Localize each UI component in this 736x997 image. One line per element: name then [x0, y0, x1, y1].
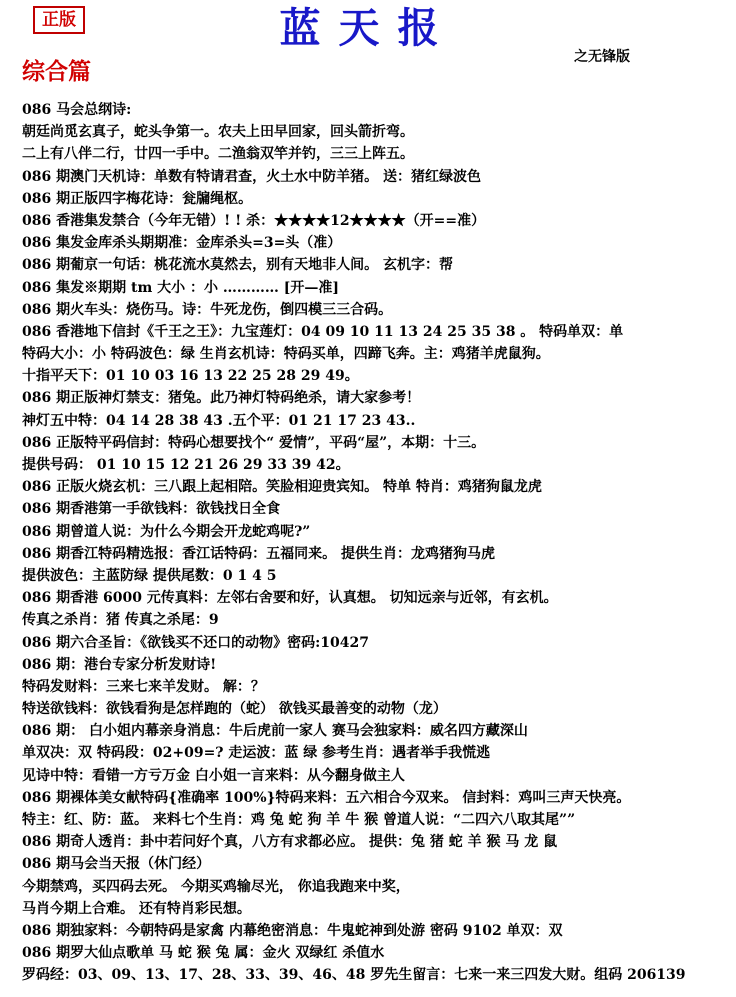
official-edition-badge: 正版: [33, 6, 85, 34]
text-line: 二上有八伴二行，廿四一手中。二渔翁双竿并钓，三三上阵五。: [22, 146, 414, 163]
content-lines: [22, 99, 732, 987]
text-line: 086 集发※期期 tm 大小 ：小 ………… [开—准]: [22, 279, 339, 296]
text-line: 086 正版火烧玄机：三八跟上起相陪。笑脸相迎贵宾知。 特单 特肖：鸡猪狗鼠龙虎: [22, 479, 542, 496]
text-line: 单双决：双 特码段：02+09=? 走运波：蓝 绿 参考生肖：遇者举手我慌逃: [22, 745, 491, 762]
text-line: 086 期罗大仙点歌单 马 蛇 猴 兔 属：金火 双绿红 杀值水: [22, 945, 385, 962]
text-line: 特送欲钱料：欲钱看狗是怎样跑的（蛇） 欲钱买最善变的动物（龙）: [22, 701, 447, 718]
text-line: 罗码经：03、09、13、17、28、33、39、46、48 罗先生留言：七来一来三四发大财。组码 206139: [22, 967, 686, 984]
text-line: 086 期六合圣旨：《欲钱买不还口的动物》密码:10427: [22, 634, 369, 651]
text-line: 086 期香港 6000 元传真料：左邻右舍要和好，认真想。 切知远亲与近邻，有玄机。: [22, 590, 558, 607]
text-line: 特码大小：小 特码波色：绿 生肖玄机诗：特码买单，四蹄飞奔。主：鸡猪羊虎鼠狗。: [22, 346, 550, 363]
text-line: 086 期正版四字梅花诗：瓮牖绳枢。: [22, 190, 253, 207]
text-line: 朝廷尚觅玄真子，蛇头争第一。农夫上田早回家，回头箭折弯。: [22, 124, 414, 141]
text-line: 特主：红、防：蓝。 来料七个生肖：鸡 兔 蛇 狗 羊 牛 猴 曾道人说：“二四六八取其尾””: [22, 812, 576, 828]
text-line: 086 期： 白小姐内幕亲身消息：牛后虎前一家人 赛马会独家料：威名四方藏深山: [22, 723, 528, 740]
text-line: 传真之杀肖：猪 传真之杀尾：9: [22, 612, 219, 629]
text-line: 086 期曾道人说：为什么今期会开龙蛇鸡呢?”: [22, 523, 311, 540]
text-line: 见诗中特：看错一方亏万金 白小姐一言来料：从今翻身做主人: [22, 767, 405, 784]
text-line: 提供号码： 01 10 15 12 21 26 29 33 39 42。: [22, 457, 350, 473]
text-line: 今期禁鸡，买四码去死。 今期买鸡输尽光， 你追我跑来中奖，: [22, 878, 410, 895]
text-line: 086 期香江特码精选报：香江话特码：五福同来。 提供生肖：龙鸡猪狗马虎: [22, 545, 495, 562]
text-line: 086 期马会当天报（休门经）: [22, 856, 211, 873]
text-line: 086 期奇人透肖：卦中若问好个真，八方有求都必应。 提供：兔 猪 蛇 羊 猴 马 龙 鼠: [22, 834, 558, 851]
text-line: 086 香港地下信封《千王之王》：九宝莲灯：04 09 10 11 13 24 25 35 38 。 特码单双：单: [22, 323, 624, 340]
text-line: 086 期独家料：今朝特码是家禽 内幕绝密消息：牛鬼蛇神到处游 密码 9102 单双：双: [22, 922, 563, 939]
text-line: 马肖今期上合难。 还有特肖彩民想。: [22, 900, 251, 917]
text-line: 神灯五中特：04 14 28 38 43 .五个平：01 21 17 23 43..: [22, 412, 416, 429]
section-heading: 综合篇: [22, 58, 91, 85]
text-line: 086 期正版神灯禁支：猪兔。此乃神灯特码绝杀，请大家参考！: [22, 390, 421, 407]
text-line: 提供波色：主蓝防绿 提供尾数：0 1 4 5: [22, 567, 277, 584]
text-line: 086 期香港第一手欲钱料：欲钱找日全食: [22, 501, 281, 518]
text-line: 086 集发金库杀头期期准：金库杀头=3=头（准）: [22, 235, 342, 252]
text-line: 特码发财料：三来七来羊发财。 解：？: [22, 678, 265, 695]
edition-label: 之无锋版: [574, 49, 630, 65]
text-line: 086 马会总纲诗:: [22, 102, 132, 118]
text-line: 086 期：港台专家分析发财诗!: [22, 656, 217, 673]
text-line: 十指平天下：01 10 03 16 13 22 25 28 29 49。: [22, 368, 359, 385]
text-line: 086 期火车头：烧伤马。诗：牛死龙伤，倒四模三三合码。: [22, 301, 393, 318]
text-line: 086 正版特平码信封：特码心想要找个“ 爱情”，平码“屋”，本期：十三。: [22, 434, 486, 451]
text-line: 086 期澳门天机诗：单数有特请君查，火土水中防羊猪。 送：猪红绿波色: [22, 168, 481, 185]
newspaper-title: 蓝天报: [279, 4, 457, 52]
text-line: 086 期裸体美女献特码{准确率 100%}特码来料：五六相合今双来。 信封料：鸡叫三声天快亮。: [22, 789, 631, 806]
text-line: 086 香港集发禁合（今年无错）! ! 杀：★★★★12★★★★（开==准）: [22, 212, 486, 229]
text-line: 086 期葡京一句话：桃花流水莫然去，别有天地非人间。 玄机字：帮: [22, 257, 453, 274]
